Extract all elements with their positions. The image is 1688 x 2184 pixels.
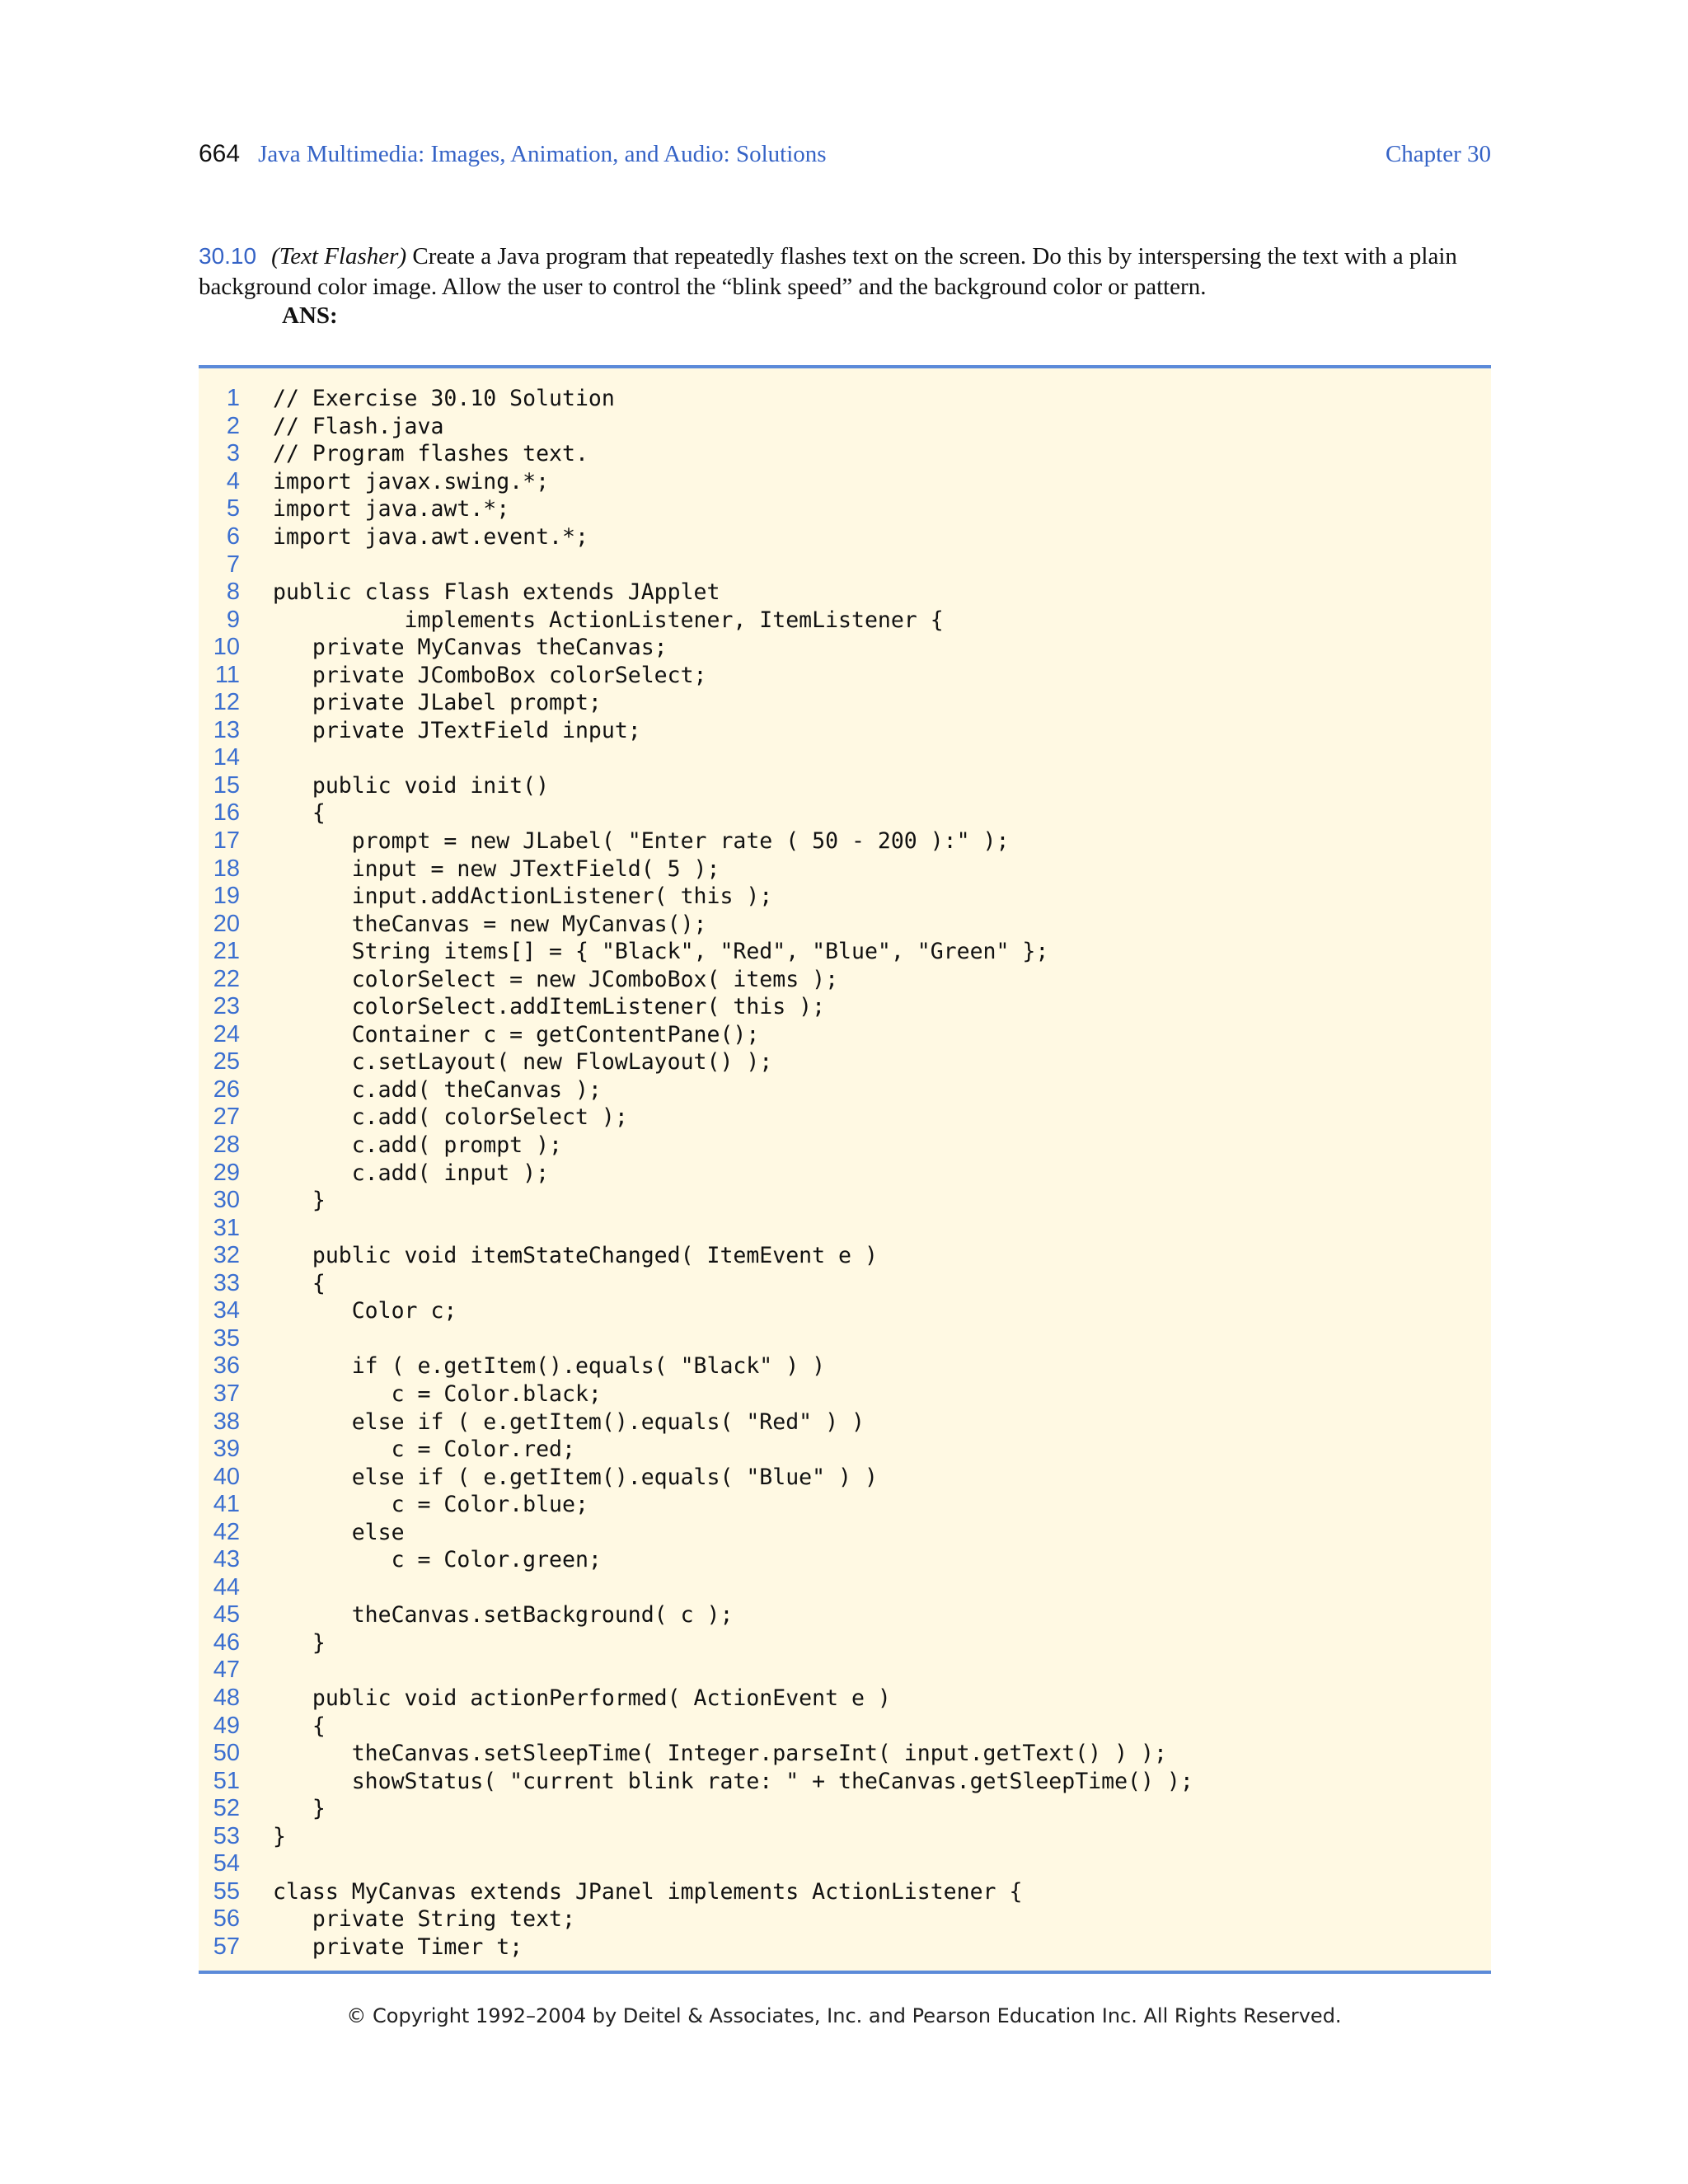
code-text: { bbox=[273, 1270, 326, 1296]
code-line bbox=[199, 495, 1491, 523]
code-line bbox=[199, 1518, 1491, 1546]
code-line bbox=[199, 827, 1491, 855]
header-left bbox=[199, 140, 827, 168]
code-line bbox=[199, 744, 1491, 772]
code-line bbox=[199, 717, 1491, 745]
code-line bbox=[199, 1187, 1491, 1215]
line-number: 24 bbox=[213, 1020, 240, 1047]
code-line bbox=[199, 413, 1491, 441]
code-text: c.add( prompt ); bbox=[273, 1132, 562, 1159]
line-number: 41 bbox=[213, 1491, 240, 1518]
line-number: 54 bbox=[213, 1850, 240, 1877]
code-text: c = Color.red; bbox=[273, 1436, 575, 1463]
line-number: 50 bbox=[213, 1740, 240, 1767]
code-text: private Timer t; bbox=[273, 1933, 523, 1960]
line-number: 25 bbox=[213, 1048, 240, 1076]
line-number: 1 bbox=[226, 385, 240, 412]
line-number: 22 bbox=[213, 965, 240, 992]
code-text: // Program flashes text. bbox=[273, 441, 588, 467]
code-text: { bbox=[273, 1713, 326, 1739]
code-text: showStatus( "current blink rate: " + theCanvas.getSleepTime() ); bbox=[273, 1768, 1193, 1794]
code-line bbox=[199, 1048, 1491, 1076]
code-text: theCanvas = new MyCanvas(); bbox=[273, 911, 707, 937]
code-text: if ( e.getItem().equals( "Black" ) ) bbox=[273, 1353, 826, 1380]
line-number: 12 bbox=[213, 689, 240, 716]
code-text: String items[] = { "Black", "Red", "Blue", "Green" }; bbox=[273, 939, 1049, 965]
line-number: 39 bbox=[213, 1436, 240, 1463]
code-text: theCanvas.setBackground( c ); bbox=[273, 1602, 734, 1629]
line-number: 15 bbox=[213, 771, 240, 799]
code-text: input.addActionListener( this ); bbox=[273, 883, 773, 910]
line-number: 16 bbox=[213, 799, 240, 827]
line-number: 29 bbox=[213, 1159, 240, 1186]
code-line bbox=[199, 1104, 1491, 1132]
code-line bbox=[199, 579, 1491, 607]
line-number: 57 bbox=[213, 1933, 240, 1960]
code-line bbox=[199, 965, 1491, 993]
line-number: 33 bbox=[213, 1269, 240, 1296]
answer-label: ANS: bbox=[282, 302, 338, 329]
code-line bbox=[199, 385, 1491, 413]
code-line bbox=[199, 634, 1491, 662]
exercise-text: Create a Java program that repeatedly flashes text on the screen. Do this by interspersing the text with a plain background color image. Allow the user to control the “blink speed” and the background color or pattern. bbox=[199, 243, 1457, 300]
page-number: 664 bbox=[199, 140, 241, 167]
line-number: 17 bbox=[213, 827, 240, 855]
code-text: import javax.swing.*; bbox=[273, 468, 550, 494]
line-number: 26 bbox=[213, 1076, 240, 1103]
line-number: 23 bbox=[213, 993, 240, 1020]
code-text: } bbox=[273, 1823, 286, 1849]
code-line bbox=[199, 1685, 1491, 1713]
code-text: private JComboBox colorSelect; bbox=[273, 662, 707, 688]
code-text: c = Color.green; bbox=[273, 1547, 602, 1573]
line-number: 10 bbox=[213, 634, 240, 661]
code-line bbox=[199, 1380, 1491, 1408]
line-number: 52 bbox=[213, 1795, 240, 1822]
code-listing bbox=[199, 365, 1491, 1974]
code-text: Color c; bbox=[273, 1298, 457, 1324]
code-line bbox=[199, 661, 1491, 689]
line-number: 5 bbox=[226, 495, 240, 523]
code-text: c = Color.blue; bbox=[273, 1492, 588, 1518]
line-number: 55 bbox=[213, 1877, 240, 1905]
line-number: 30 bbox=[213, 1187, 240, 1214]
code-text: } bbox=[273, 1629, 326, 1656]
code-line bbox=[199, 1076, 1491, 1104]
line-number: 46 bbox=[213, 1629, 240, 1656]
line-number: 28 bbox=[213, 1132, 240, 1159]
code-line bbox=[199, 551, 1491, 579]
code-line bbox=[199, 883, 1491, 911]
code-text: c.add( input ); bbox=[273, 1160, 550, 1186]
code-text: colorSelect.addItemListener( this ); bbox=[273, 994, 826, 1020]
exercise-number: 30.10 bbox=[199, 243, 257, 269]
code-line bbox=[199, 993, 1491, 1021]
code-line bbox=[199, 689, 1491, 717]
code-text: public class Flash extends JApplet bbox=[273, 579, 720, 606]
line-number: 49 bbox=[213, 1712, 240, 1739]
code-line bbox=[199, 938, 1491, 966]
code-text: prompt = new JLabel( "Enter rate ( 50 - 200 ):" ); bbox=[273, 828, 1010, 855]
code-line bbox=[199, 1159, 1491, 1187]
line-number: 37 bbox=[213, 1380, 240, 1407]
code-text: private JTextField input; bbox=[273, 717, 641, 743]
line-number: 6 bbox=[226, 523, 240, 550]
code-line bbox=[199, 1629, 1491, 1657]
chapter-label: Chapter 30 bbox=[1385, 141, 1491, 167]
line-number: 56 bbox=[213, 1905, 240, 1933]
code-line bbox=[199, 1491, 1491, 1519]
line-number: 47 bbox=[213, 1657, 240, 1684]
code-line bbox=[199, 910, 1491, 938]
line-number: 48 bbox=[213, 1684, 240, 1711]
code-line bbox=[199, 1712, 1491, 1740]
code-text: colorSelect = new JComboBox( items ); bbox=[273, 966, 839, 992]
code-text: private JLabel prompt; bbox=[273, 690, 602, 716]
code-line bbox=[199, 1242, 1491, 1270]
line-number: 2 bbox=[226, 412, 240, 439]
line-number: 19 bbox=[213, 883, 240, 910]
code-text: theCanvas.setSleepTime( Integer.parseInt( input.getText() ) ); bbox=[273, 1741, 1167, 1767]
code-text: c.setLayout( new FlowLayout() ); bbox=[273, 1049, 773, 1076]
line-number: 21 bbox=[213, 938, 240, 965]
line-number: 34 bbox=[213, 1297, 240, 1324]
code-line bbox=[199, 1905, 1491, 1933]
code-text: public void init() bbox=[273, 772, 550, 799]
code-line bbox=[199, 1408, 1491, 1436]
line-number: 13 bbox=[213, 716, 240, 743]
code-line bbox=[199, 1297, 1491, 1325]
code-line bbox=[199, 1767, 1491, 1795]
code-text: c.add( colorSelect ); bbox=[273, 1104, 628, 1131]
code-text: { bbox=[273, 800, 326, 827]
line-number: 45 bbox=[213, 1601, 240, 1629]
line-number: 32 bbox=[213, 1242, 240, 1269]
code-line bbox=[199, 1436, 1491, 1464]
line-number: 14 bbox=[213, 744, 240, 771]
exercise-statement bbox=[199, 241, 1491, 302]
code-line bbox=[199, 1850, 1491, 1878]
code-line bbox=[199, 1021, 1491, 1049]
copyright-footer: © Copyright 1992–2004 by Deitel & Associates, Inc. and Pearson Education Inc. All Rights Reserved. bbox=[346, 2004, 1342, 2027]
code-text: class MyCanvas extends JPanel implements ActionListener { bbox=[273, 1878, 1023, 1905]
code-text: input = new JTextField( 5 ); bbox=[273, 855, 720, 882]
line-number: 31 bbox=[213, 1214, 240, 1241]
code-text: import java.awt.*; bbox=[273, 496, 510, 523]
code-text: public void itemStateChanged( ItemEvent e ) bbox=[273, 1243, 878, 1269]
code-line bbox=[199, 1132, 1491, 1160]
code-line bbox=[199, 1878, 1491, 1906]
code-line bbox=[199, 1270, 1491, 1298]
line-number: 44 bbox=[213, 1573, 240, 1601]
code-line bbox=[199, 1601, 1491, 1629]
code-text: implements ActionListener, ItemListener { bbox=[273, 607, 944, 633]
line-number: 43 bbox=[213, 1546, 240, 1573]
code-line bbox=[199, 1740, 1491, 1768]
code-line bbox=[199, 1214, 1491, 1242]
line-number: 4 bbox=[226, 467, 240, 494]
line-number: 7 bbox=[226, 551, 240, 578]
code-text: else bbox=[273, 1519, 405, 1545]
code-line bbox=[199, 1352, 1491, 1380]
code-line bbox=[199, 1325, 1491, 1353]
code-text: c = Color.black; bbox=[273, 1380, 602, 1407]
code-text: // Flash.java bbox=[273, 413, 444, 439]
line-number: 53 bbox=[213, 1822, 240, 1849]
line-number: 51 bbox=[213, 1767, 240, 1794]
running-title: Java Multimedia: Images, Animation, and Audio: Solutions bbox=[258, 141, 827, 167]
code-text: // Exercise 30.10 Solution bbox=[273, 386, 615, 412]
code-line bbox=[199, 772, 1491, 800]
exercise-title: (Text Flasher) bbox=[271, 243, 407, 269]
page-header bbox=[199, 140, 1491, 180]
line-number: 18 bbox=[213, 855, 240, 882]
line-number: 40 bbox=[213, 1463, 240, 1490]
code-line bbox=[199, 468, 1491, 496]
line-number: 35 bbox=[213, 1324, 240, 1352]
code-line bbox=[199, 799, 1491, 827]
code-text: else if ( e.getItem().equals( "Red" ) ) bbox=[273, 1408, 865, 1435]
code-line bbox=[199, 440, 1491, 468]
line-number: 11 bbox=[214, 661, 240, 688]
line-number: 9 bbox=[226, 606, 240, 633]
code-text: import java.awt.event.*; bbox=[273, 524, 588, 550]
code-text: c.add( theCanvas ); bbox=[273, 1076, 602, 1103]
code-text: public void actionPerformed( ActionEvent e ) bbox=[273, 1685, 891, 1711]
line-number: 20 bbox=[213, 910, 240, 937]
code-line bbox=[199, 855, 1491, 883]
code-text: private String text; bbox=[273, 1906, 575, 1933]
code-line bbox=[199, 1795, 1491, 1823]
code-line bbox=[199, 1822, 1491, 1850]
line-number: 42 bbox=[213, 1518, 240, 1545]
code-line bbox=[199, 1463, 1491, 1491]
code-line bbox=[199, 606, 1491, 634]
line-number: 36 bbox=[213, 1352, 240, 1380]
code-line bbox=[199, 1546, 1491, 1574]
code-text: else if ( e.getItem().equals( "Blue" ) ) bbox=[273, 1464, 878, 1490]
code-line bbox=[199, 523, 1491, 551]
line-number: 38 bbox=[213, 1408, 240, 1435]
code-line bbox=[199, 1574, 1491, 1602]
code-line bbox=[199, 1933, 1491, 1961]
code-text: private MyCanvas theCanvas; bbox=[273, 635, 668, 661]
line-number: 8 bbox=[226, 579, 240, 606]
line-number: 3 bbox=[226, 440, 240, 467]
code-text: Container c = getContentPane(); bbox=[273, 1021, 760, 1047]
code-text: } bbox=[273, 1188, 326, 1214]
code-text: } bbox=[273, 1796, 326, 1822]
code-line bbox=[199, 1657, 1491, 1685]
line-number: 27 bbox=[213, 1104, 240, 1131]
